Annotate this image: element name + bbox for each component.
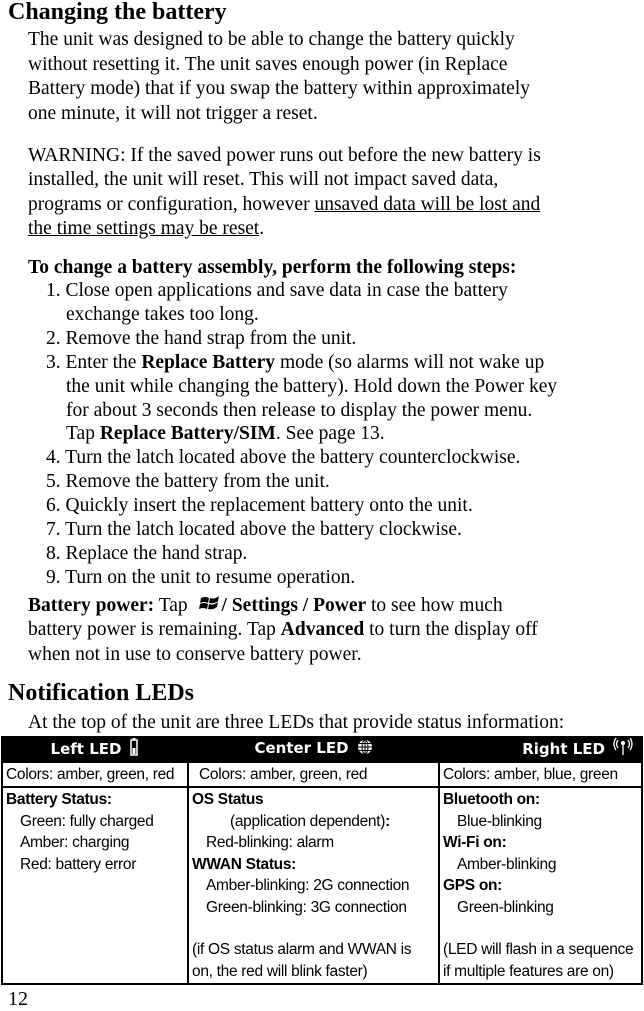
step-line	[66, 303, 259, 327]
paragraph-line	[28, 102, 318, 126]
colon: :	[385, 812, 390, 830]
led-table	[1, 736, 643, 985]
warning-line	[28, 144, 541, 168]
wwan-status-heading: WWAN Status:	[192, 855, 297, 873]
windows-start-icon	[199, 593, 221, 613]
wwan-status-item: Amber-blinking: 2G connection	[206, 877, 410, 894]
text: 8. Replace the hand strap.	[46, 542, 248, 564]
gps-heading: GPS on:	[443, 877, 503, 894]
warning-line	[28, 193, 540, 217]
bold-text: Replace Battery/SIM	[99, 423, 276, 445]
os-status-sub-text: (application dependent)	[230, 812, 386, 830]
bold-text: / Settings / Power	[221, 595, 367, 616]
step-line	[46, 542, 247, 566]
center-led-details	[188, 787, 439, 984]
text: without resetting it. The unit saves enough power (in Replace	[28, 53, 508, 75]
led-details-row	[2, 787, 642, 984]
text: exchange takes too long.	[66, 303, 259, 325]
left-led-colors: Colors: amber, green, red	[2, 762, 188, 788]
step-line	[46, 279, 508, 303]
section-title-notification-leds: Notification LEDs	[8, 680, 194, 706]
step-line	[46, 470, 330, 494]
text: Tap	[154, 595, 193, 616]
spacer	[192, 918, 435, 939]
right-note: if multiple features are on)	[443, 962, 614, 980]
battery-power-line	[28, 618, 538, 642]
bold-text: Battery power:	[28, 595, 155, 616]
battery-power-line	[28, 593, 503, 618]
text: for about 3 seconds then release to display the power menu.	[66, 399, 533, 421]
battery-status-heading: Battery Status:	[6, 791, 112, 808]
left-led-details	[2, 787, 188, 984]
battery-status-item: Green: fully charged	[20, 812, 154, 830]
text: . See page 13.	[275, 423, 385, 445]
paragraph-line	[28, 77, 530, 101]
text: mode (so alarms will not wake up	[275, 351, 545, 373]
steps-heading	[28, 256, 516, 280]
bold-text: Replace Battery	[141, 351, 276, 373]
step-line	[66, 422, 385, 446]
os-status-sub	[192, 811, 435, 833]
step-line	[46, 566, 355, 590]
text: 9. Turn on the unit to resume operation.	[46, 566, 356, 588]
text: 2. Remove the hand strap from the unit.	[46, 327, 357, 349]
text: one minute, it will not trigger a reset.	[28, 102, 318, 124]
center-note: on, the red will blink faster)	[192, 962, 368, 980]
text: 1. Close open applications and save data in case the battery	[46, 280, 508, 301]
bold-text: Advanced	[280, 619, 365, 640]
underlined-text: unsaved data will be lost and	[314, 193, 541, 215]
gps-item: Green-blinking	[457, 898, 554, 916]
globe-icon	[357, 739, 373, 755]
text: to see how much	[366, 595, 503, 616]
battery-status-item: Red: battery error	[20, 855, 137, 873]
wifi-item: Amber-blinking	[457, 855, 557, 873]
header-label: Left LED	[50, 740, 122, 758]
text: The unit was designed to be able to change the battery quickly	[28, 29, 515, 50]
header-left-led	[2, 737, 188, 762]
leds-intro: At the top of the unit are three LEDs that provide status information:	[28, 712, 565, 733]
step-line	[46, 327, 356, 351]
bold-text: To change a battery assembly, perform the following steps:	[28, 257, 517, 278]
step-line	[46, 494, 473, 518]
paragraph-line	[28, 28, 515, 52]
section-title-changing-battery: Changing the battery	[8, 0, 227, 25]
text: Battery mode) that if you swap the battery within approximately	[28, 78, 530, 99]
bluetooth-item: Blue-blinking	[457, 812, 542, 830]
step-line	[46, 446, 520, 470]
led-table-header	[2, 737, 642, 762]
text: WARNING: If the saved power runs out before the new battery is	[28, 145, 541, 166]
text: programs or configuration, however	[28, 193, 315, 215]
spacer	[443, 918, 638, 939]
text: battery power is remaining. Tap	[28, 619, 281, 640]
led-colors-row	[2, 762, 642, 788]
header-center-led	[188, 737, 439, 762]
text: to turn the display off	[364, 619, 538, 640]
text: 5. Remove the battery from the unit.	[46, 471, 330, 493]
right-note: (LED will flash in a sequence	[443, 941, 634, 958]
text: .	[259, 217, 265, 239]
text: when not in use to conserve battery power.	[28, 644, 362, 665]
step-line	[66, 375, 557, 399]
page-number: 12	[8, 988, 28, 1010]
battery-power-line	[28, 643, 362, 667]
header-right-led	[439, 737, 642, 762]
os-status-item: Red-blinking: alarm	[206, 834, 334, 851]
text: installed, the unit will reset. This will not impact saved data,	[28, 169, 499, 191]
header-label: Right LED	[522, 740, 605, 758]
step-line	[46, 351, 544, 375]
os-status-heading: OS Status	[192, 791, 264, 808]
battery-status-item: Amber: charging	[20, 834, 130, 851]
underlined-text: the time settings may be reset	[28, 217, 260, 239]
right-led-details	[439, 787, 642, 984]
text: the unit while changing the battery). Hold down the Power key	[66, 375, 558, 397]
text: 4. Turn the latch located above the battery counterclockwise.	[46, 447, 521, 469]
warning-line	[28, 168, 498, 192]
center-note: (if OS status alarm and WWAN is	[192, 941, 412, 958]
bluetooth-heading: Bluetooth on:	[443, 791, 540, 808]
wwan-status-item: Green-blinking: 3G connection	[206, 898, 407, 916]
paragraph-line	[28, 53, 507, 77]
text: 7. Turn the latch located above the battery clockwise.	[46, 519, 462, 540]
step-line	[66, 399, 532, 423]
text: 3. Enter the	[46, 351, 142, 373]
warning-line	[28, 217, 264, 241]
battery-icon	[129, 738, 139, 756]
wifi-heading: Wi-Fi on:	[443, 834, 507, 851]
text: 6. Quickly insert the replacement battery onto the unit.	[46, 495, 473, 517]
step-line	[46, 518, 462, 542]
center-led-colors: Colors: amber, green, red	[188, 762, 439, 788]
header-label: Center LED	[254, 739, 349, 757]
wireless-signal-icon	[613, 738, 633, 756]
right-led-colors: Colors: amber, blue, green	[439, 762, 642, 788]
text: Tap	[66, 423, 100, 445]
